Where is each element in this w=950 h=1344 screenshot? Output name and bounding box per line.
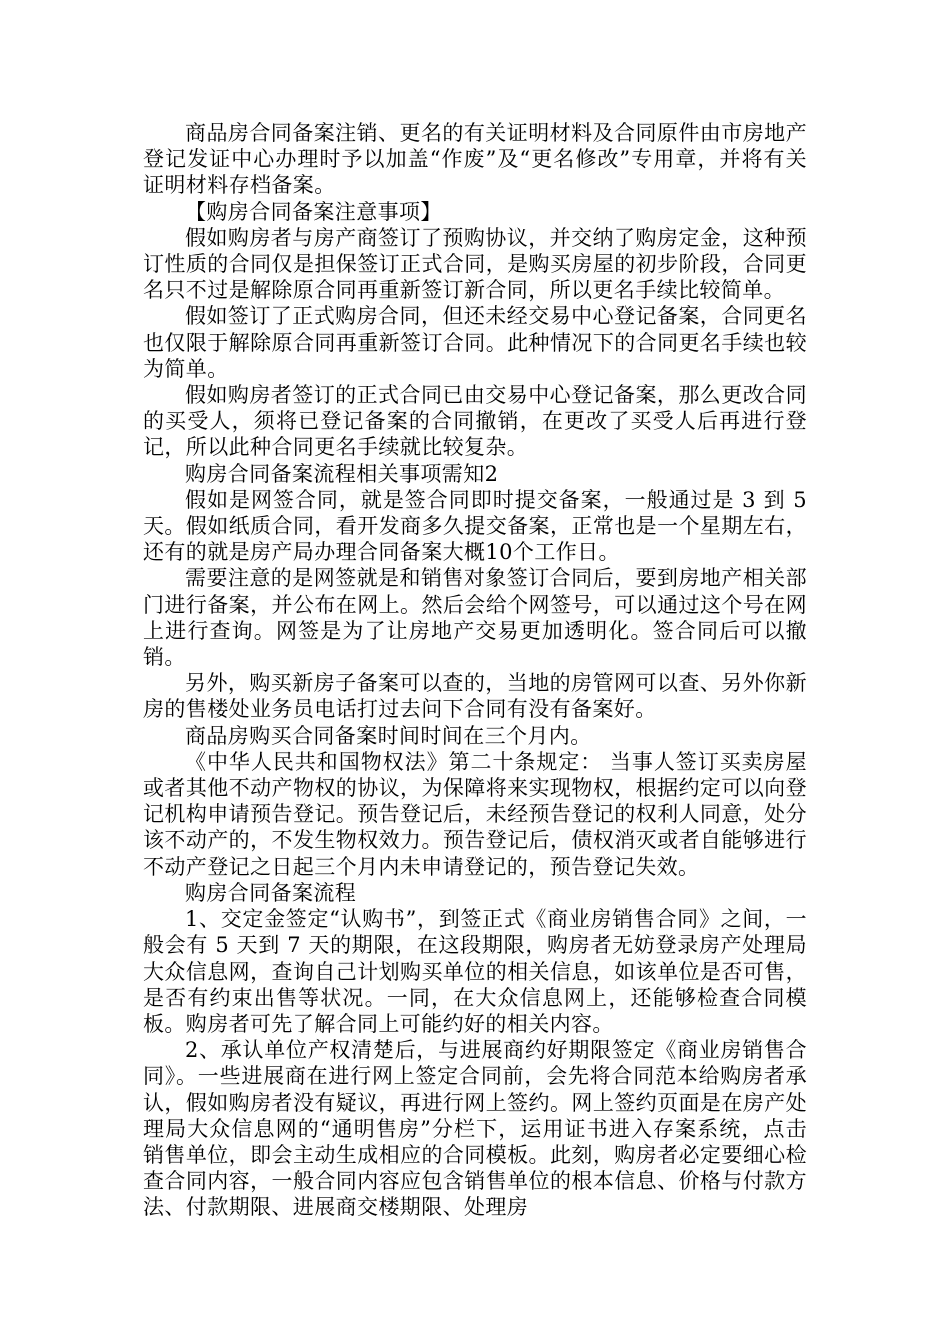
document-body (143, 120, 807, 1221)
paragraph-online-contract-timing: 假如是网签合同，就是签合同即时提交备案，一般通过是 3 到 5 天。假如纸质合同，看开发商多久提交备案，正常也是一个星期左右，还有的就是房产局办理合同备案大概10个工作日。 (143, 487, 807, 565)
paragraph-formal-contract-unregistered: 假如签订了正式购房合同，但还未经交易中心登记备案，合同更名也仅限于解除原合同再重新签订合同。此种情况下的合同更名手续也较为简单。 (143, 304, 807, 381)
paragraph-prepurchase-agreement: 假如购房者与房产商签订了预购协议，并交纳了购房定金，这种预订性质的合同仅是担保签订正式合同，是购买房屋的初步阶段，合同更名只不过是解除原合同再重新签订新合同，所以更名手续比较简单。 (143, 225, 807, 303)
section-heading-filing-process: 购房合同备案流程 (185, 880, 357, 905)
paragraph-filing-deadline: 商品房购买合同备案时间时间在三个月内。 (185, 723, 592, 748)
section-heading-precautions: 【购房合同备案注意事项】 (185, 199, 442, 224)
paragraph-cancellation-materials: 商品房合同备案注销、更名的有关证明材料及合同原件由市房地产登记发证中心办理时予以加盖“作废”及“更名修改”专用章，并将有关证明材料存档备案。 (143, 121, 807, 198)
paragraph-property-law-article-20: 《中华人民共和国物权法》第二十条规定： 当事人签订买卖房屋或者其他不动产物权的协议，为保障将来实现物权，根据约定可以向登记机构申请预告登记。预告登记后，未经预告登记的权利人同意，处分该不动产的，不发生物权效力。预告登记后，债权消灭或者自能够进行不动产登记之日起三个月内未申请登记的，预告登记失效。 (143, 749, 807, 879)
paragraph-online-signing-note: 需要注意的是网签就是和销售对象签订合同后，要到房地产相关部门进行备案，并公布在网上。然后会给个网签号，可以通过这个号在网上进行查询。网签是为了让房地产交易更加透明化。签合同后可以撤销。 (143, 566, 807, 670)
paragraph-check-filing: 另外，购买新房子备案可以查的，当地的房管网可以查、另外你新房的售楼处业务员电话打过去问下合同有没有备案好。 (143, 671, 807, 722)
section-heading-filing-notes-2: 购房合同备案流程相关事项需知2 (185, 461, 499, 486)
paragraph-step-1: 1、交定金签定“认购书”，到签正式《商业房销售合同》之间，一般会有 5 天到 7 天的期限，在这段期限，购房者无妨登录房产处理局大众信息网，查询自己计划购买单位的相关信息，如该单位是否可售，是否有约束出售等状况。一同，在大众信息网上，还能够检查合同模板。购房者可先了解合同上可能约好的相关内容。 (143, 907, 807, 1036)
paragraph-formal-contract-registered: 假如购房者签订的正式合同已由交易中心登记备案，那么更改合同的买受人，须将已登记备案的合同撤销，在更改了买受人后再进行登记，所以此种合同更名手续就比较复杂。 (143, 383, 807, 460)
paragraph-step-2: 2、承认单位产权清楚后，与进展商约好期限签定《商业房销售合同》。一些进展商在进行网上签定合同前，会先将合同范本给购房者承认，假如购房者没有疑议，再进行网上签约。网上签约页面是在房产处理局大众信息网的“通明售房”分栏下，运用证书进入存案系统，点击销售单位，即会主动生成相应的合同模板。此刻，购房者必定要细心检查合同内容，一般合同内容应包含销售单位的根本信息、价格与付款方法、付款期限、进展商交楼期限、处理房 (143, 1038, 807, 1220)
